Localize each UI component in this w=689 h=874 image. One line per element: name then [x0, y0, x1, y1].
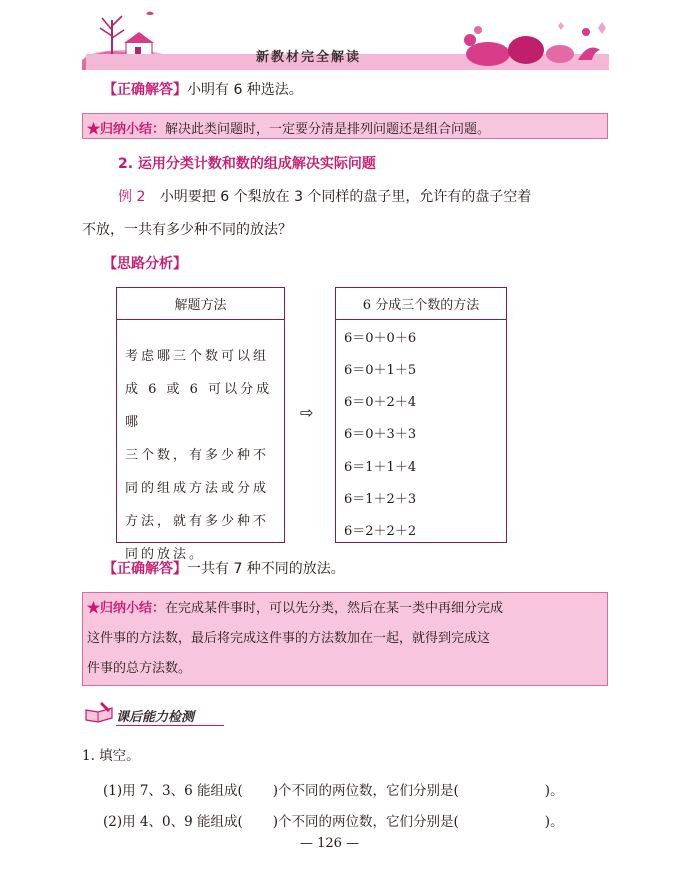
equation: 6＝1＋1＋4 — [344, 460, 417, 475]
answer-1-text: 小明有 6 种选法。 — [187, 82, 303, 98]
summary-2-line-1: 在完成某件事时，可以先分类，然后在某一类中再细分完成 — [165, 601, 504, 616]
practice-heading — [84, 700, 234, 728]
equation: 6＝0＋1＋5 — [344, 363, 417, 378]
summary-2-tag: ★归纳小结： — [87, 601, 166, 616]
example-2-label: 例 2 — [118, 189, 146, 205]
answer-2-text: 一共有 7 种不同的放法。 — [187, 561, 345, 577]
summary-2-line-3: 件事的总方法数。 — [87, 661, 192, 676]
method-table-header: 解题方法 — [174, 298, 227, 313]
flower-bird-decoration-icon — [448, 16, 614, 68]
method-table — [116, 287, 285, 562]
right-arrow-icon: ⇨ — [300, 403, 314, 422]
question-1-item-1: (1)用 7、3、6 能组成( )个不同的两位数，它们分别是( )。 — [103, 783, 564, 799]
method-table-divider — [117, 319, 284, 320]
example-2-line-2: 不放，一共有多少种不同的放法？ — [82, 222, 292, 238]
book-pen-icon — [84, 700, 116, 726]
summary-box-2 — [82, 592, 608, 686]
partition-table — [335, 287, 507, 543]
equation: 6＝0＋2＋4 — [344, 395, 417, 410]
summary-1-text: 解决此类问题时，一定要分清是排列问题还是组合问题。 — [165, 122, 491, 137]
analysis-tag: 【思路分析】 — [103, 256, 187, 272]
example-2-line-1: 例 2 小明要把 6 个梨放在 3 个同样的盘子里，允许有的盘子空着 — [118, 189, 532, 205]
section-2-title: 2. 运用分类计数和数的组成解决实际问题 — [118, 156, 376, 172]
equation: 6＝1＋2＋3 — [344, 492, 417, 507]
summary-2-line-2: 这件事的方法数，最后将完成这件事的方法数加在一起，就得到完成这 — [87, 631, 491, 646]
question-1-item-2: (2)用 4、0、9 能组成( )个不同的两位数，它们分别是( )。 — [103, 814, 564, 830]
answer-1-tag: 【正确解答】 — [103, 82, 187, 98]
answer-2 — [103, 558, 345, 578]
page-header-title: 新教材完全解读 — [256, 50, 362, 65]
partition-table-header: 6 分成三个数的方法 — [362, 298, 480, 313]
equation: 6＝2＋2＋2 — [344, 524, 417, 539]
equation: 6＝0＋3＋3 — [344, 427, 417, 442]
header — [0, 0, 689, 80]
answer-1 — [103, 79, 303, 99]
summary-box-1 — [82, 113, 608, 139]
practice-underline — [116, 725, 224, 726]
summary-1-tag: ★归纳小结： — [87, 122, 166, 137]
page-number: — 126 — — [300, 836, 360, 851]
partition-table-divider — [336, 319, 506, 320]
equation: 6＝0＋0＋6 — [344, 331, 417, 346]
answer-2-tag: 【正确解答】 — [103, 561, 187, 577]
method-table-body: 考虑哪三个数可以组 成 6 或 6 可以分成哪 三个数，有多少种不 同的组成方法或分成 方法，就有多少种不 同的放法。 — [125, 349, 273, 562]
practice-title: 课后能力检测 — [116, 710, 195, 725]
question-1-title: 1. 填空。 — [82, 748, 140, 764]
